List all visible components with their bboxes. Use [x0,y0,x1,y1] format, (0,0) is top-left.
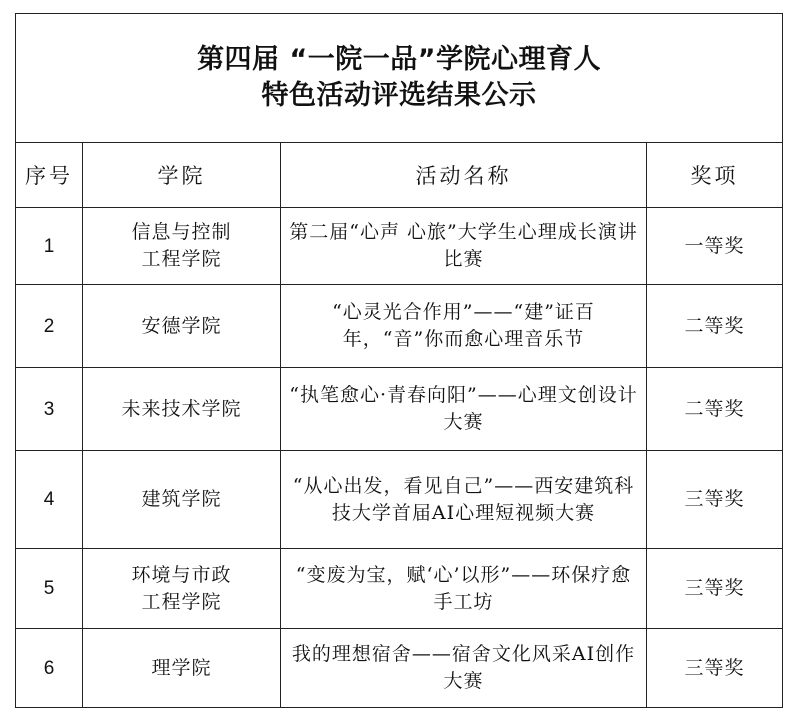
column-header-college: 学院 [83,143,281,208]
table-row [16,368,783,451]
table-row [16,629,783,708]
college-cell [83,285,281,368]
college-line: 工程学院 [141,590,222,613]
activity-cell: 我的理想宿舍——宿舍文化风采AI创作大赛 [281,629,647,708]
table-header-row [16,143,783,208]
column-header-activity: 活动名称 [281,143,647,208]
table-row [16,451,783,549]
award-cell: 二等奖 [647,368,783,451]
title-line-2: 特色活动评选结果公示 [261,80,537,111]
title-row [16,14,783,143]
row-number: 6 [16,629,83,708]
college-line: 工程学院 [141,248,222,270]
row-number: 5 [16,549,83,629]
college-line: 理学院 [151,656,212,679]
column-header-number: 序号 [16,143,83,208]
college-line: 安德学院 [141,314,222,337]
college-line: 建筑学院 [141,488,222,510]
college-cell [83,368,281,451]
title-line-1: 第四届 “一院一品”学院心理育人 [197,44,601,75]
row-number: 3 [16,368,83,451]
activity-cell: “执笔愈心·青春向阳”——心理文创设计大赛 [281,368,647,451]
college-cell [83,549,281,629]
college-cell [83,629,281,708]
results-document [15,13,782,708]
college-line: 未来技术学院 [121,397,242,420]
activity-cell: 第二届“心声 心旅”大学生心理成长演讲比赛 [281,208,647,285]
award-cell: 一等奖 [647,208,783,285]
activity-cell: “从心出发，看见自己”——西安建筑科技大学首届AI心理短视频大赛 [281,451,647,549]
college-cell [83,208,281,285]
award-cell: 三等奖 [647,629,783,708]
award-cell: 二等奖 [647,285,783,368]
activity-cell: “变废为宝，赋‘心’以形”——环保疗愈手工坊 [281,549,647,629]
results-table [15,13,783,708]
table-row [16,208,783,285]
row-number: 1 [16,208,83,285]
column-header-award: 奖项 [647,143,783,208]
award-cell: 三等奖 [647,549,783,629]
row-number: 4 [16,451,83,549]
table-row [16,549,783,629]
row-number: 2 [16,285,83,368]
table-row [16,285,783,368]
activity-cell: “心灵光合作用”——“建”证百年，“音”你而愈心理音乐节 [281,285,647,368]
page-title [16,14,783,143]
college-line: 环境与市政 [131,563,232,586]
award-cell: 三等奖 [647,451,783,549]
college-cell [83,451,281,549]
college-line: 信息与控制 [131,221,232,243]
